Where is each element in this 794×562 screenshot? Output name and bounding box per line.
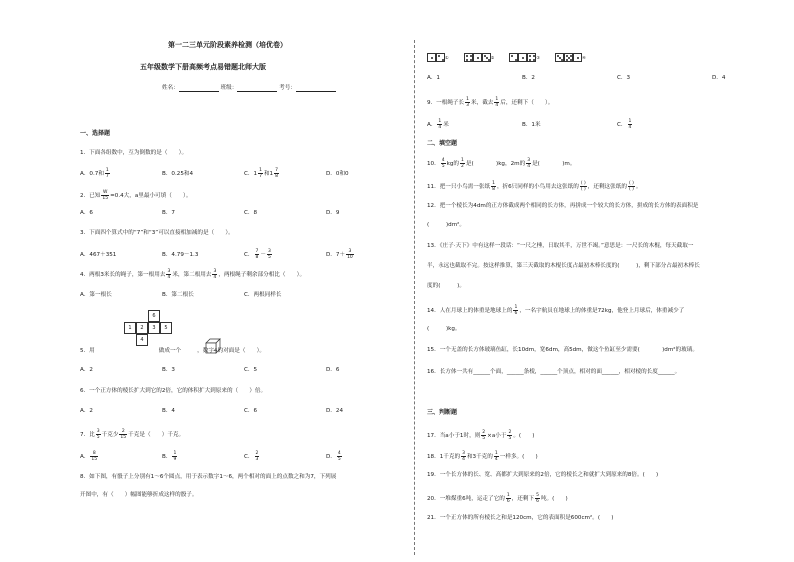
page-title: 第一二三单元阶段素养检测（培优卷） [168, 41, 287, 49]
q8-line1: 8．如下图，有骰子上分别有1～6个圆点，用于表示数字1～6，两个相对的面上的点数之和为7，下列展 [80, 474, 337, 480]
dice-net-1: ① [427, 47, 450, 66]
q5: 5．用 做成一个 ，数字4的对面是（ ）。 [80, 348, 266, 354]
q2-options: A．6 B．7 C．8 D．9 [80, 210, 340, 216]
q17: 17．当a小于1时，则 $\frac{2}{5}$ ×a小于 $\frac{2}{5}$ 。( ) [427, 430, 535, 441]
dice-net-3: ③ [509, 47, 541, 66]
dice-nets-figure [427, 46, 596, 66]
q13-line1: 13．《庄子·天下》中有这样一段话：“一尺之棰，日取其半，万世不竭。”意思是：一尺长的木棍，每天截取一 [427, 243, 694, 249]
q4-options: A．第一根长 B．第二根长 C．两根同样长 [80, 292, 282, 298]
q6-options: A．2 B．4 C．6 D．24 [80, 408, 344, 414]
id-blank[interactable] [296, 85, 336, 92]
net-cell: 4 [136, 334, 148, 346]
q4: 4．两根3米长的绳子，第一根用去 $\frac{3}{4}$ 米，第二根用去 $\frac{3}{4}$ ，两根绳子剩余部分相比（ ）。 [80, 269, 306, 280]
net-cell: 6 [148, 310, 160, 322]
q8-line2: 开图中，有（ ）幅图能够折成这样的骰子。 [80, 492, 198, 498]
q1-options: A．0.7和 $\frac{1}{7}$ B．0.25和4 C．1 $\frac{1}{7}$ 和1 $\frac{7}{8}$ D．0和0 [80, 168, 349, 179]
q3-options: A．467＋351 B．4.79－1.3 C． $\frac{7}{8}$ － $\frac{3}{5}$ D．7＋ $\frac{3}{10}$ [80, 249, 353, 260]
q12-line1: 12．把一个棱长为4dm的正方体截成两个相同的长方体，再拼成一个较大的长方体，拼成的长方体的表面积是 [427, 203, 699, 209]
net-cell: 5 [160, 322, 172, 334]
net-cell: 1 [124, 322, 136, 334]
class-blank[interactable] [237, 85, 277, 92]
q14-line1: 14．人在月球上的体重是地球上的 $\frac{1}{6}$ ，一名宇航员在地球上的体重是72kg，他登上月球后，体重减少了 [427, 305, 685, 316]
q1: 1．下面各组数中，互为倒数的是（ ）。 [80, 150, 188, 156]
q6: 6．一个正方体的棱长扩大到它的2倍，它的体积扩大到原来的（ ）倍。 [80, 388, 267, 394]
q3: 3．下面四个算式中的“7”和“3”可以直接相加减的是（ ）。 [80, 230, 234, 236]
net-cell: 2 [136, 322, 148, 334]
q18: 18．1千克的 $\frac{3}{4}$ 和3千克的 $\frac{1}{4}$ 一样多。( ) [427, 451, 538, 462]
student-info-line [162, 85, 336, 92]
q13-line3: 度的( )。 [427, 283, 465, 289]
name-blank[interactable] [179, 85, 219, 92]
q8-options: A．1 B．2 C．3 D．4 [427, 75, 726, 81]
q13-line2: 半，永远也截取不完。按这样推算，第三天截取的木棍长度占最初木棒长度的( )，剩下部分占最初木棒长 [427, 263, 700, 269]
q15: 15．一个无盖的长方体玻璃鱼缸，长10dm，宽6dm，高5dm，做这个鱼缸至少需要( )dm²的玻璃。 [427, 347, 698, 353]
section-fill: 二、填空题 [427, 140, 458, 147]
column-divider [414, 40, 415, 555]
section-choice: 一、选择题 [80, 130, 111, 137]
dice-net-4: ④ [555, 47, 587, 66]
q10: 10． $\frac{4}{5}$ kg的 $\frac{1}{2}$ 是( )kg，2m的 $\frac{3}{4}$ 是( )m。 [427, 158, 576, 169]
q9-options: A． $\frac{1}{4}$ 米 B．1米 C． $\frac{1}{4}$ [427, 119, 632, 130]
q14-line2: ( )kg。 [427, 326, 461, 332]
q20: 20．一堆煤重6吨，运走了它的 $\frac{1}{6}$ ，还剩下 $\frac{5}{6}$ 吨。( ) [427, 493, 568, 504]
q16: 16．长方体一共有______个面，______条棱，______个顶点，相对的面______，相对棱的长度______。 [427, 369, 681, 375]
section-judge: 三、判断题 [427, 409, 458, 416]
net-cell: 3 [148, 322, 160, 334]
q7: 7．比 $\frac{3}{5}$ 千克少 $\frac{2}{15}$ 千克是（ ）千克。 [80, 429, 185, 440]
q5-options: A．2 B．3 C．5 D．6 [80, 367, 340, 373]
q2: 2．已知 $\frac{W}{15}$ =0.4大，a里最小可填（ ）。 [80, 190, 192, 201]
id-label: 考号： [279, 85, 296, 91]
q21: 21．一个正方体的所有棱长之和是120cm，它的表面积是600cm²。( ) [427, 515, 614, 521]
q7-options: A． $\frac{8}{15}$ B． $\frac{1}{9}$ C． $\frac{2}{3}$ D． $\frac{4}{5}$ [80, 451, 341, 462]
q9: 9．一根绳子长 $\frac{1}{3}$ 米，截去 $\frac{1}{4}$ 后，还剩下（ ）。 [427, 97, 554, 108]
q12-line2: ( )dm²。 [427, 222, 465, 228]
q11: 11．把一只小鸟需一张纸 $\frac{1}{8}$ ，折6只同样的小鸟用去这张纸的 $\frac{( )}{( )}$ ，还剩这张纸的 $\frac{( )}{( )}$ 。 [427, 181, 642, 192]
dice-net-2: ② [464, 47, 496, 66]
page-subtitle: 五年级数学下册高频考点易错题北师大版 [140, 63, 266, 71]
name-label: 姓名： [162, 85, 179, 91]
class-label: 班级： [220, 85, 238, 91]
q19: 19．一个长方体的长、宽、高都扩大到原来的2倍，它的棱长之和就扩大到原来的8倍。( ) [427, 472, 659, 478]
